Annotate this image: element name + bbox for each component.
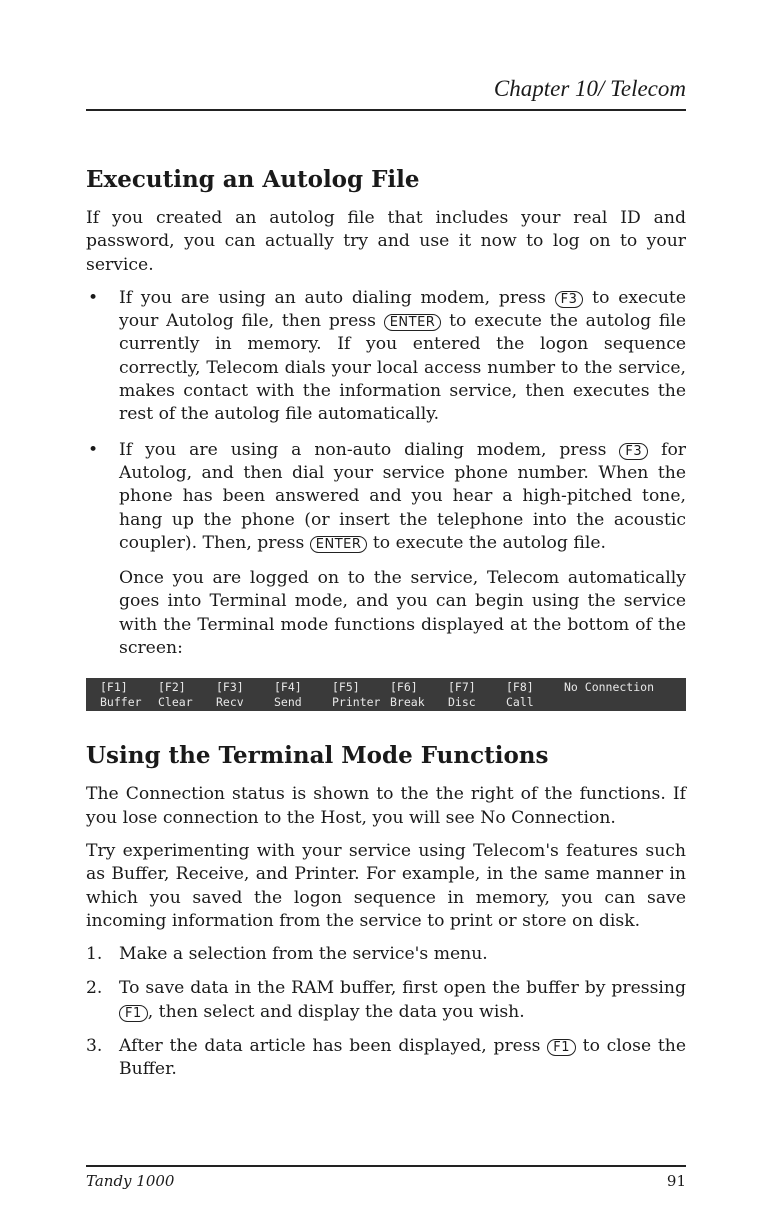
intro-paragraph: If you created an autolog file that includes your real ID and password, you can actually try and use it now to log on to your service.	[86, 208, 686, 275]
step-list	[86, 943, 686, 1081]
function-label-row	[100, 695, 672, 710]
fkey-label-clear: Clear	[158, 694, 193, 709]
bullet-item-auto-dial: • If you are using an auto dialing modem, press F3 to execute your Autolog file, then press ENTER to execute the autolog file currently in memory. If you entered the logon sequence correctly, Telecom dials your local access number to the service, makes contact with the information service, then executes the rest of the autolog file automatically.	[88, 287, 686, 425]
fkey-f7: [F7]	[448, 680, 476, 695]
connection-status-paragraph: The Connection status is shown to the the right of the functions. If you lose connection to the Host, you will see No Connection.	[86, 784, 686, 828]
fkey-f2: [F2]	[158, 680, 186, 695]
fkey-label-recv: Recv	[216, 694, 244, 709]
header-rule	[86, 109, 686, 111]
fkey-f8: [F8]	[506, 680, 534, 695]
bullet-icon: •	[88, 287, 99, 308]
page-content	[86, 165, 686, 1093]
fkey-label-printer: Printer	[332, 694, 381, 709]
section-title-terminal: Using the Terminal Mode Functions	[86, 742, 549, 770]
fkey-f3: [F3]	[216, 680, 244, 695]
bullet-list	[86, 287, 686, 555]
bullet-item-non-auto-dial: • If you are using a non-auto dialing modem, press F3 for Autolog, and then dial your service phone number. When the phone has been answered and you hear a high-pitched tone, hang up the phone (or insert the telephone into the acoustic coupler). Then, press ENTER to execute the autolog file.	[88, 439, 687, 553]
fkey-label-disc: Disc	[448, 694, 476, 709]
fkey-f6: [F6]	[390, 680, 418, 695]
footer-product: Tandy 1000	[86, 1172, 175, 1190]
function-key-row	[100, 680, 672, 695]
key-enter: ENTER	[384, 314, 442, 331]
key-f1: F1	[547, 1039, 576, 1056]
fkey-f5: [F5]	[332, 680, 360, 695]
terminal-mode-paragraph: Once you are logged on to the service, Telecom automatically goes into Terminal mode, and you can begin using the service with the Terminal mode functions displayed at the bottom of the screen:	[119, 568, 686, 659]
experiment-paragraph: Try experimenting with your service using Telecom's features such as Buffer, Receive, and Printer. For example, in the same manner in which you saved the logon sequence in memory, you can save incoming information from the service to print or store on disk.	[86, 840, 686, 931]
section-title-autolog: Executing an Autolog File	[86, 166, 420, 193]
page-number: 91	[666, 1172, 686, 1190]
fkey-label-break: Break	[390, 694, 425, 709]
fkey-label-buffer: Buffer	[100, 694, 142, 709]
fkey-f4: [F4]	[274, 680, 302, 695]
footer-rule	[86, 1165, 686, 1167]
connection-status: No Connection	[564, 680, 655, 695]
key-f3: F3	[619, 443, 648, 460]
step-item: 3. After the data article has been displayed, press F1 to close the Buffer.	[86, 1036, 686, 1080]
step-item: 2. To save data in the RAM buffer, first open the buffer by pressing F1 , then select and display the data you wish.	[86, 978, 686, 1022]
key-f1: F1	[119, 1005, 148, 1022]
fkey-label-call: Call	[506, 694, 534, 709]
function-key-bar	[86, 678, 686, 711]
bullet-icon: •	[88, 439, 99, 460]
step-item: 1. Make a selection from the service's menu.	[86, 944, 488, 965]
key-enter: ENTER	[310, 536, 368, 553]
chapter-header: Chapter 10/ Telecom	[493, 76, 686, 101]
key-f3: F3	[555, 291, 584, 308]
fkey-f1: [F1]	[100, 680, 128, 695]
fkey-label-send: Send	[274, 694, 302, 709]
